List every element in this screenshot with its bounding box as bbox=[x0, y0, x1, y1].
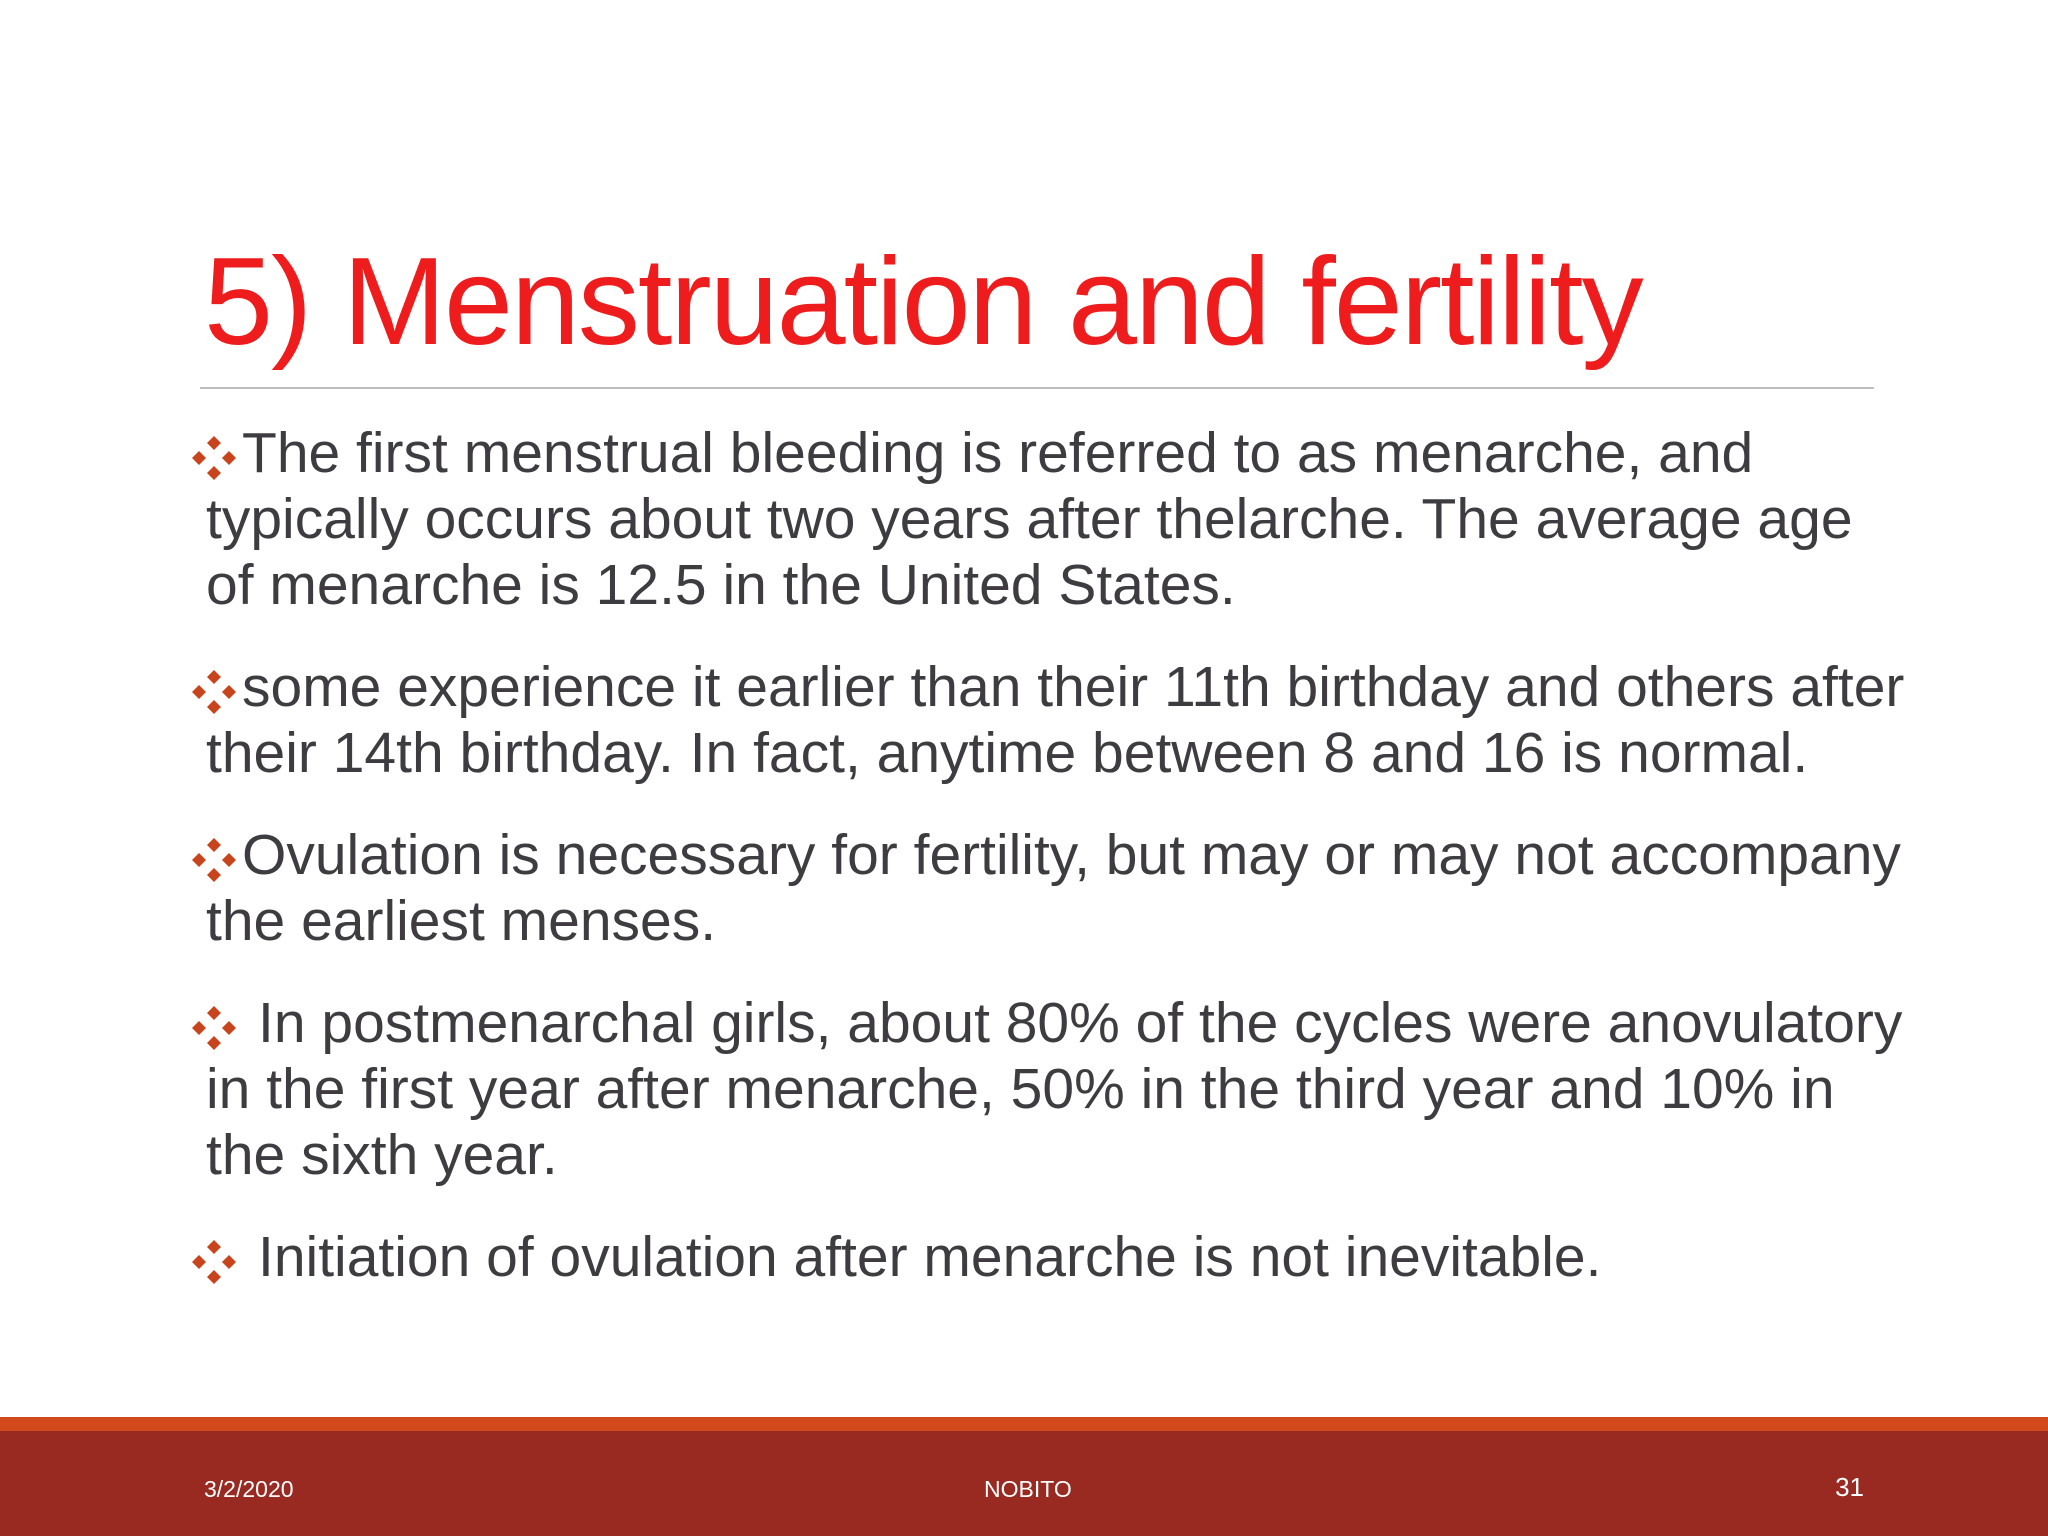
bullet-item bbox=[190, 990, 1910, 1188]
bullet-text: some experience it earlier than their 11th birthday and others after their 14th birthday. In fact, anytime between 8 and 16 is normal. bbox=[206, 655, 1905, 785]
bullet-text: Ovulation is necessary for fertility, but may or may not accompany the earliest menses. bbox=[206, 823, 1901, 953]
bullet-item bbox=[190, 822, 1910, 954]
bullet-item bbox=[190, 654, 1910, 786]
slide-number: 31 bbox=[1835, 1472, 1864, 1502]
four-diamond-bullet-icon bbox=[190, 836, 238, 884]
bullet-item bbox=[190, 420, 1910, 618]
bullet-text: The first menstrual bleeding is referred to as menarche, and typically occurs about two years after thelarche. The average age of menarche is 12.5 in the United States. bbox=[206, 421, 1853, 617]
four-diamond-bullet-icon bbox=[190, 1238, 238, 1286]
bullet-text: Initiation of ovulation after menarche is not inevitable. bbox=[258, 1225, 1602, 1289]
footer-author: NOBITO bbox=[984, 1476, 1072, 1502]
footer-date: 3/2/2020 bbox=[204, 1476, 294, 1502]
four-diamond-bullet-icon bbox=[190, 1004, 238, 1052]
slide-title: 5) Menstruation and fertility bbox=[204, 233, 1642, 371]
four-diamond-bullet-icon bbox=[190, 434, 238, 482]
bullet-list bbox=[190, 420, 1910, 1326]
bullet-text: In postmenarchal girls, about 80% of the cycles were anovulatory in the first year after menarche, 50% in the third year and 10% in the sixth year. bbox=[206, 991, 1903, 1187]
title-divider bbox=[200, 387, 1874, 389]
four-diamond-bullet-icon bbox=[190, 668, 238, 716]
bullet-item bbox=[190, 1224, 1910, 1290]
footer-accent-stripe bbox=[0, 1417, 2048, 1431]
